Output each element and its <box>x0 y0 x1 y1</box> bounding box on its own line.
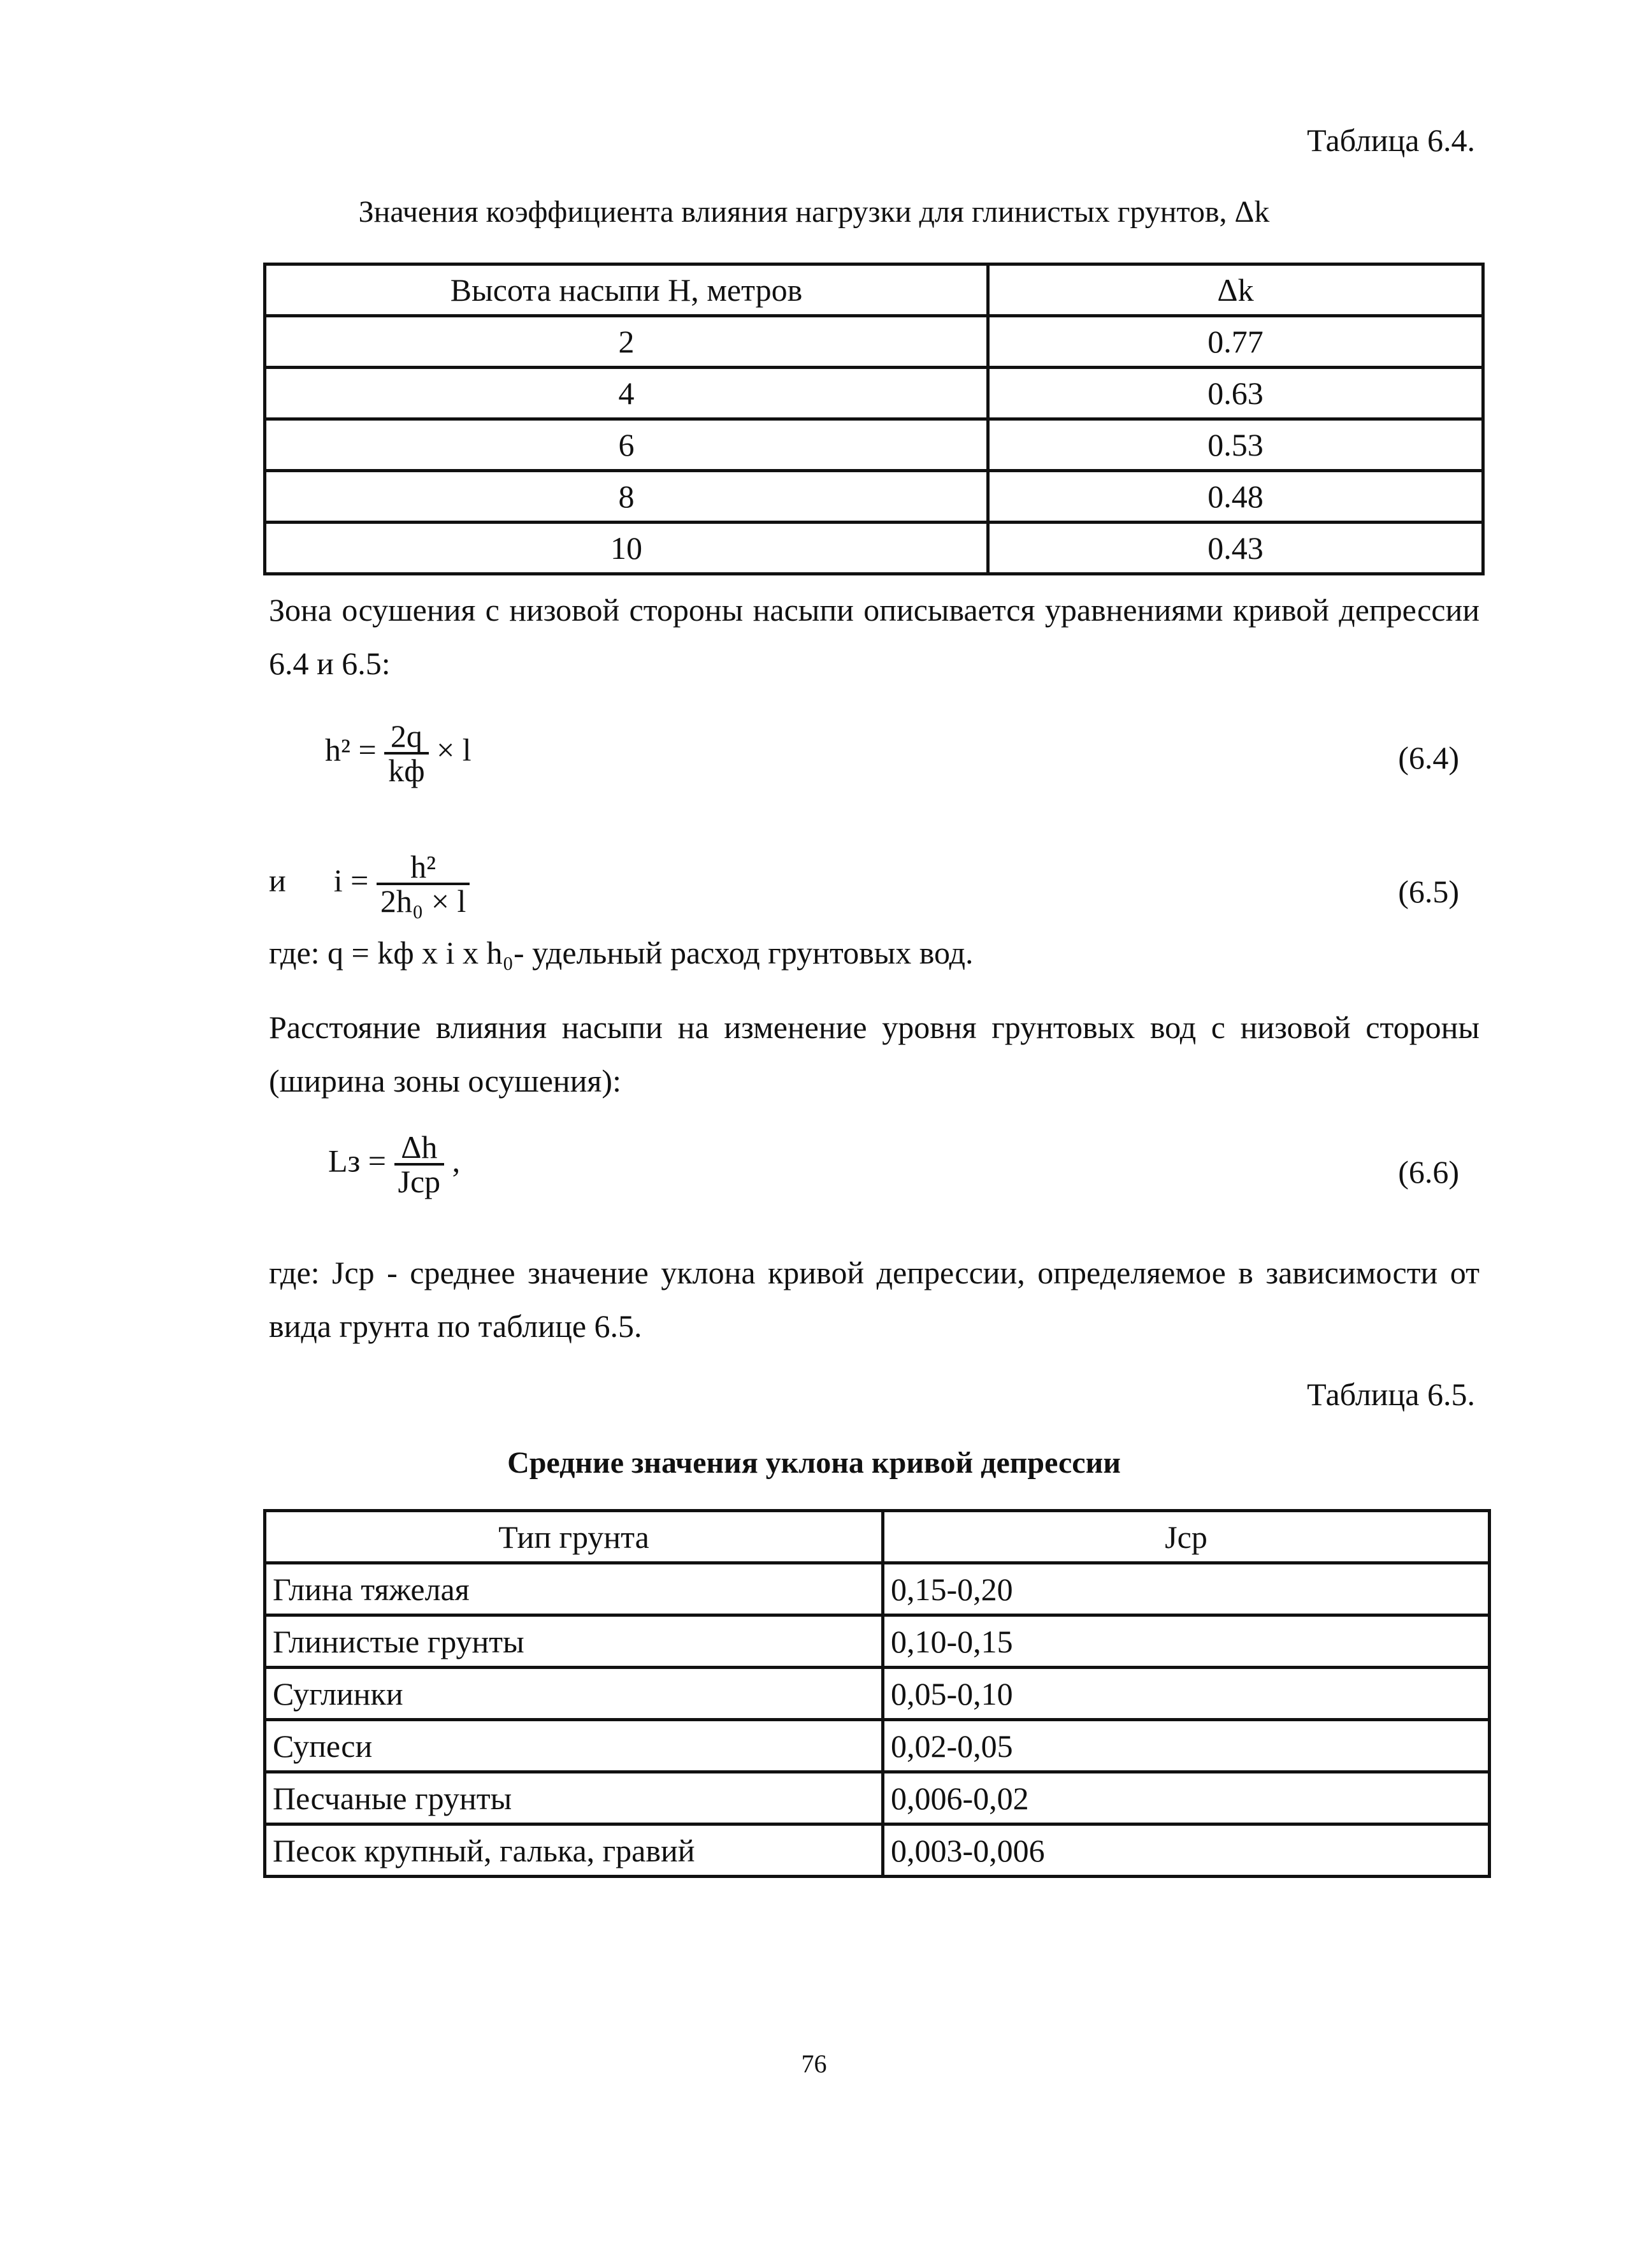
cell-jcp: 0,02-0,05 <box>883 1720 1490 1772</box>
equation-6-4 <box>325 720 472 786</box>
fraction-numerator: 2q <box>390 718 422 754</box>
equation-fraction <box>377 851 470 917</box>
equation-6-5 <box>269 851 470 917</box>
paragraph-drainage-zone: Зона осушения с низовой стороны насыпи описывается уравнениями кривой депрессии 6.4 и 6.5: <box>269 592 1480 681</box>
table-6-4-caption: Таблица 6.4. <box>1307 122 1475 158</box>
cell-height: 10 <box>265 523 988 574</box>
table-6-5-caption: Таблица 6.5. <box>1307 1376 1475 1412</box>
table-6-5 <box>263 1509 1491 1878</box>
table-row <box>265 316 1483 368</box>
equation-lhs: h² = <box>325 732 377 768</box>
paragraph-influence-distance: Расстояние влияния насыпи на изменение уровня грунтовых вод с низовой стороны (ширина зоны осушения): <box>269 1009 1480 1099</box>
table-row <box>265 471 1483 523</box>
cell-delta-k: 0.63 <box>988 368 1483 419</box>
cell-soil-type: Глинистые грунты <box>265 1615 883 1668</box>
table-row <box>265 368 1483 419</box>
fraction-denominator: Jср <box>394 1163 445 1197</box>
table-row <box>265 1824 1490 1877</box>
table-6-5-title: Средние значения уклона кривой депрессии <box>507 1446 1121 1480</box>
table-row <box>265 1615 1490 1668</box>
cell-jcp: 0,15-0,20 <box>883 1563 1490 1615</box>
table-header-row <box>265 1511 1490 1563</box>
page-number: 76 <box>801 2049 827 2078</box>
where-clause-jcp: где: Jср - среднее значение уклона кривой депрессии, определяемое в зависимости от вида грунта по таблице 6.5. <box>269 1255 1480 1344</box>
table-row <box>265 419 1483 471</box>
cell-soil-type: Суглинки <box>265 1668 883 1720</box>
table-row <box>265 1772 1490 1824</box>
equation-number: (6.5) <box>1398 874 1459 909</box>
equation-rhs: × l <box>436 732 472 768</box>
table-row <box>265 1563 1490 1615</box>
header-delta-k: Δk <box>988 264 1483 316</box>
equation-prefix: и <box>269 862 286 899</box>
equation-lhs: Lз = <box>328 1143 386 1179</box>
table-row <box>265 1668 1490 1720</box>
where-clause-q: где: q = kф x i x h₀- удельный расход грунтовых вод. <box>269 935 974 971</box>
cell-delta-k: 0.77 <box>988 316 1483 368</box>
header-soil-type: Тип грунта <box>265 1511 883 1563</box>
fraction-denominator: kф <box>384 752 428 786</box>
cell-jcp: 0,006-0,02 <box>883 1772 1490 1824</box>
table-row <box>265 1720 1490 1772</box>
cell-height: 4 <box>265 368 988 419</box>
equation-fraction <box>384 720 428 786</box>
header-embankment-height: Высота насыпи H, метров <box>265 264 988 316</box>
equation-fraction <box>394 1131 445 1197</box>
cell-soil-type: Песок крупный, галька, гравий <box>265 1824 883 1877</box>
cell-delta-k: 0.53 <box>988 419 1483 471</box>
header-jcp: Jср <box>883 1511 1490 1563</box>
fraction-denominator: 2h₀ × l <box>377 883 470 917</box>
cell-delta-k: 0.43 <box>988 523 1483 574</box>
cell-jcp: 0,10-0,15 <box>883 1615 1490 1668</box>
equation-lhs: i = <box>333 862 369 899</box>
fraction-numerator: h² <box>410 849 436 885</box>
table-6-4-title: Значения коэффициента влияния нагрузки для глинистых грунтов, Δk <box>358 195 1270 229</box>
cell-soil-type: Супеси <box>265 1720 883 1772</box>
cell-delta-k: 0.48 <box>988 471 1483 523</box>
equation-6-6 <box>328 1131 460 1197</box>
table-6-4 <box>263 263 1485 575</box>
cell-soil-type: Глина тяжелая <box>265 1563 883 1615</box>
fraction-numerator: Δh <box>401 1129 438 1165</box>
cell-soil-type: Песчаные грунты <box>265 1772 883 1824</box>
table-header-row <box>265 264 1483 316</box>
table-row <box>265 523 1483 574</box>
equation-rhs: , <box>452 1143 461 1179</box>
cell-height: 6 <box>265 419 988 471</box>
cell-height: 8 <box>265 471 988 523</box>
cell-jcp: 0,05-0,10 <box>883 1668 1490 1720</box>
cell-height: 2 <box>265 316 988 368</box>
equation-number: (6.4) <box>1398 740 1459 776</box>
cell-jcp: 0,003-0,006 <box>883 1824 1490 1877</box>
equation-number: (6.6) <box>1398 1154 1459 1190</box>
